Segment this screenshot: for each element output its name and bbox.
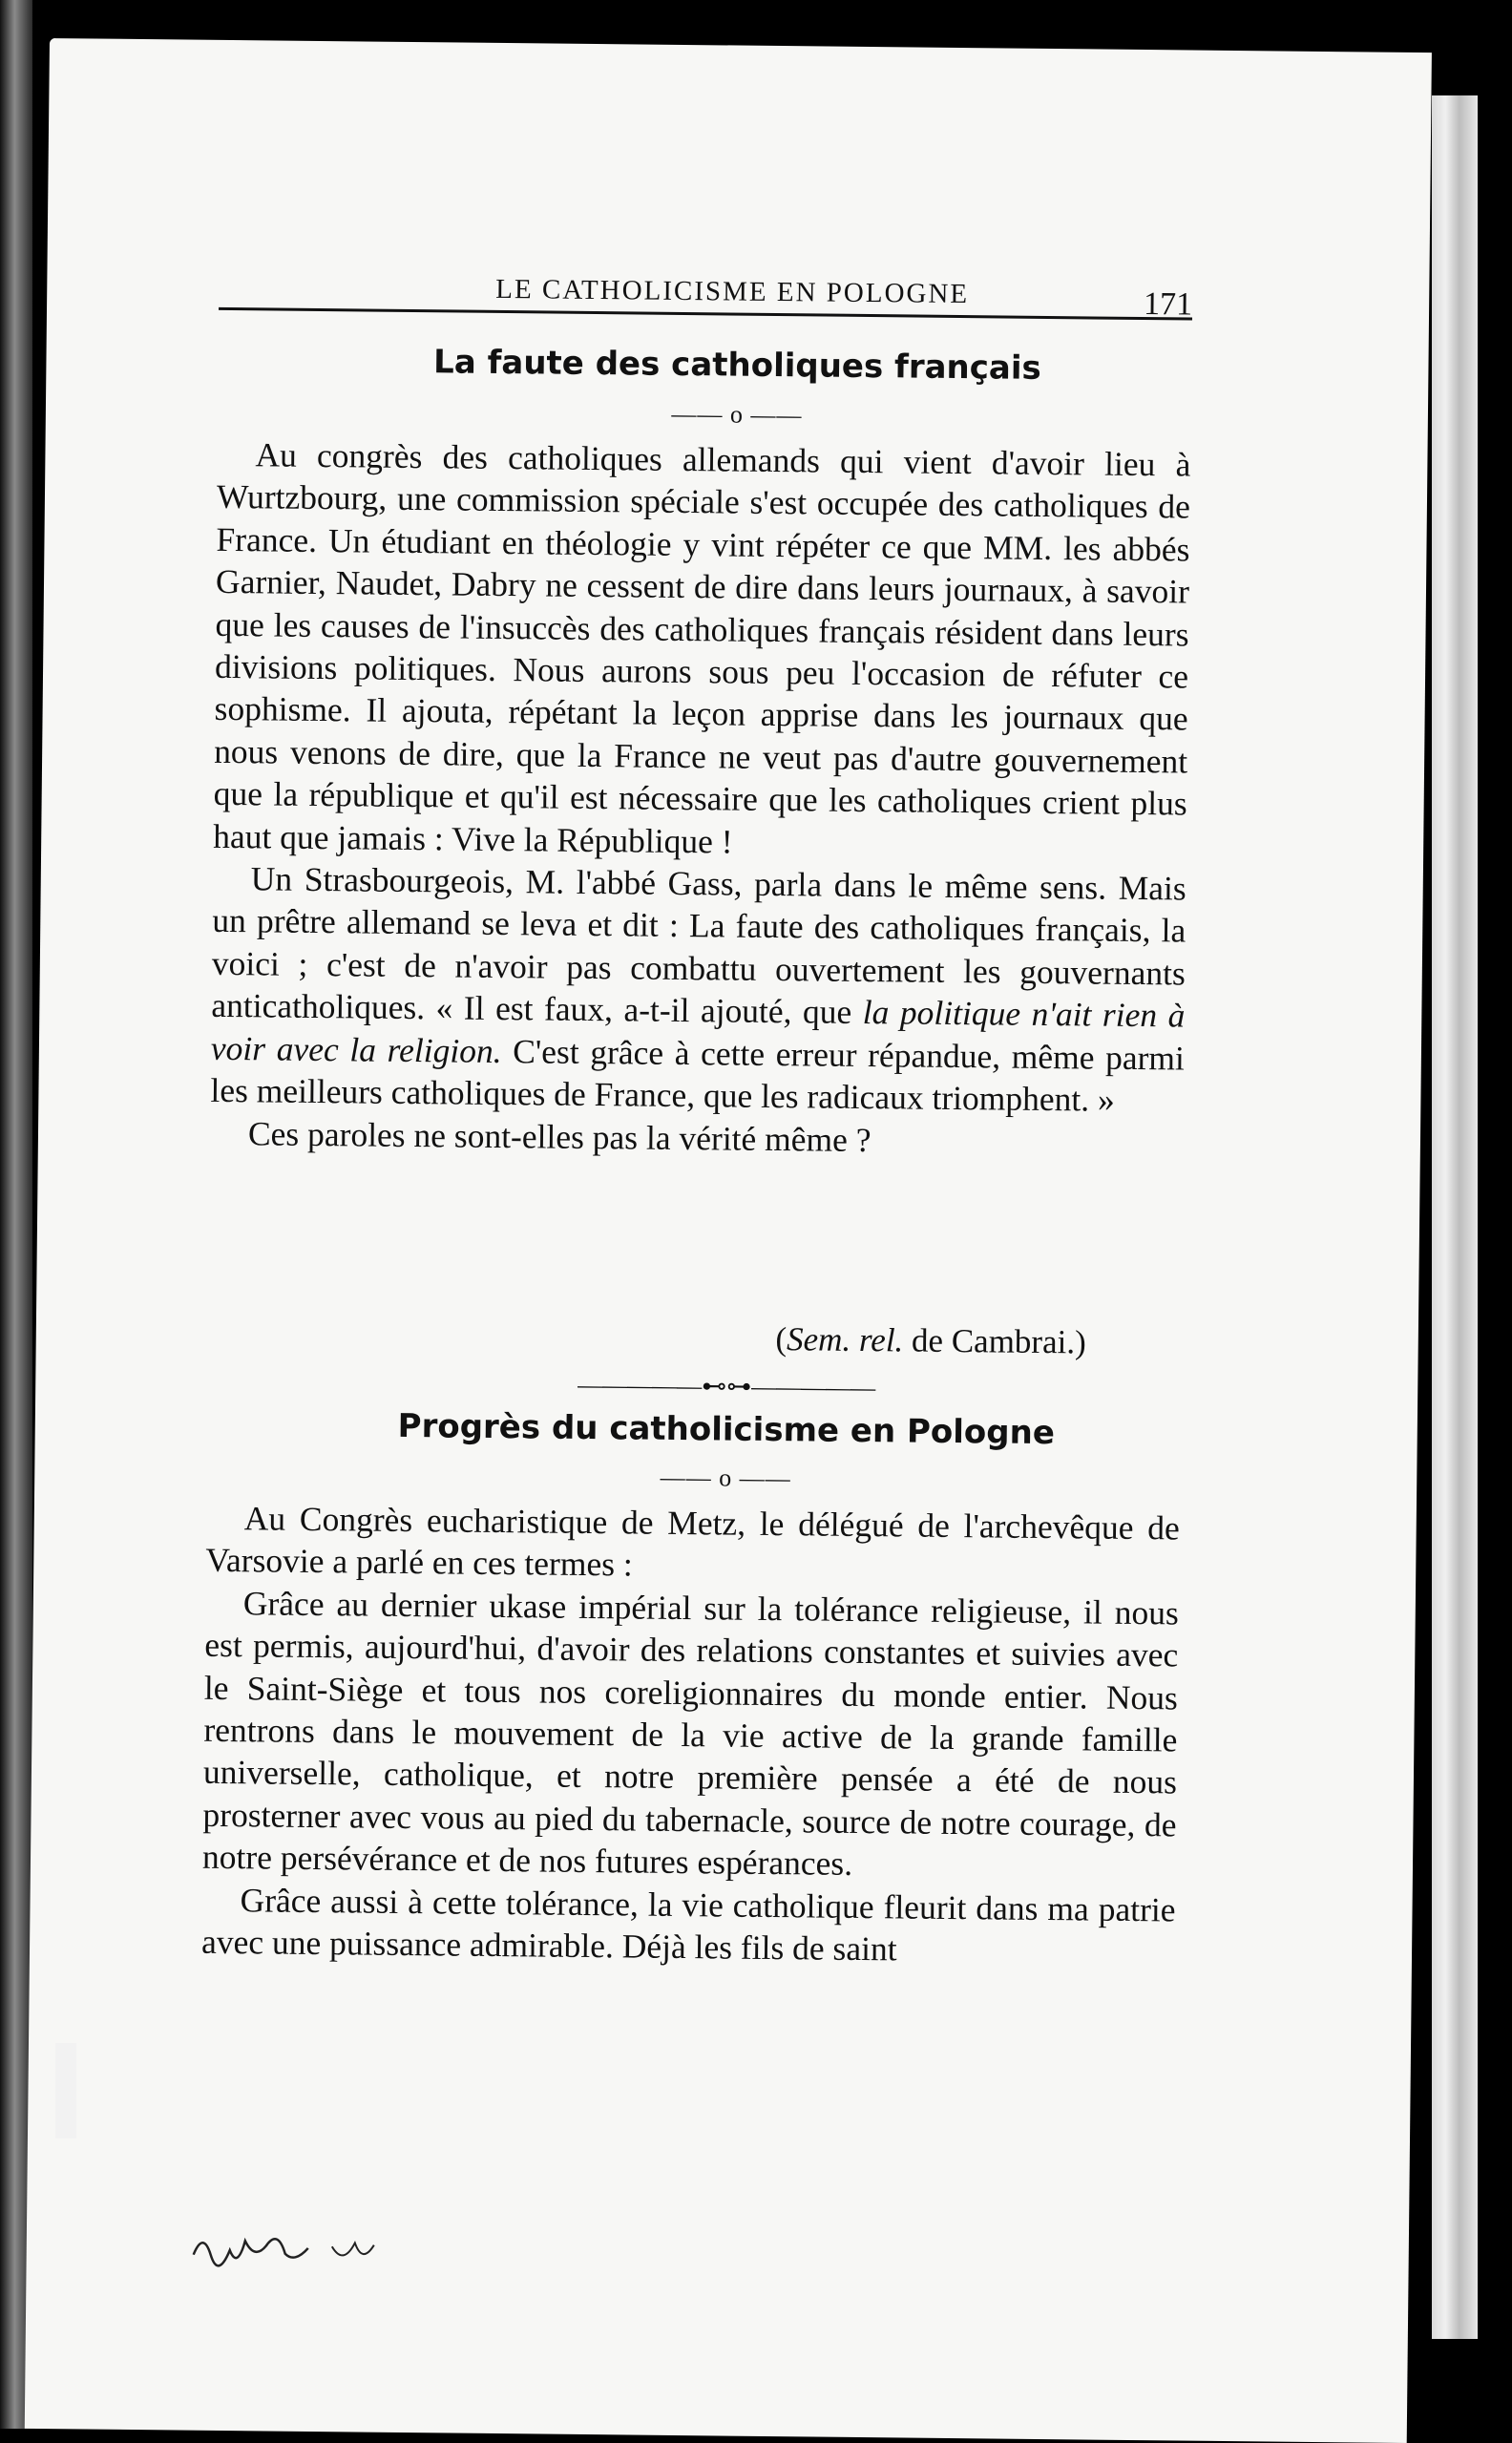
paragraph: Au Congrès eucharistique de Metz, le délégué de l'archevêque de Varsovie a parlé en ces termes :	[205, 1499, 1180, 1584]
italic-quote: la politique n'ait rien à voir avec la religion.	[210, 993, 1186, 1070]
attribution-paren: (	[775, 1320, 788, 1358]
page-number: 171	[1143, 286, 1193, 323]
paragraph: Grâce au dernier ukase impérial sur la tolérance religieuse, il nous est permis, aujourd'hui, d'avoir des relations constantes et suivies avec le Saint-Siège et tous nos coreligionnaires du monde entier. Nous rentrons dans le mouvement de la vie active de la grande famille universelle, catholique, et notre première pensée a été de nous prosterner avec vous au pied du tabernacle, source de notre courage, de notre persévérance et de nos futures espérances.	[201, 1584, 1180, 1884]
book-page	[25, 38, 1432, 2443]
attribution-source: Sem. rel.	[786, 1320, 904, 1359]
title-separator-2: —— o ——	[660, 1463, 791, 1493]
binding-mark	[55, 2043, 76, 2138]
running-title: LE CATHOLICISME EN POLOGNE	[495, 273, 970, 310]
attribution-rest: de Cambrai.)	[903, 1321, 1086, 1361]
page-stack-edge	[1432, 95, 1478, 2339]
paragraph-text: Un Strasbourgeois, M. l'abbé Gass, parla dans le même sens. Mais un prêtre allemand se leva et dit : La faute des catholiques français, la voici ; c'est de n'avoir pas combattu ouvertement les gouvernants anticatholiques. « Il est faux, a-t-il ajouté, que	[211, 859, 1186, 1032]
section-ornament: —————⊷⊶—————	[578, 1370, 876, 1402]
handwritten-scribble	[188, 2217, 475, 2286]
source-attribution	[208, 1315, 1086, 1362]
running-header	[219, 250, 1193, 321]
paragraph: Ces paroles ne sont-elles pas la vérité même ?	[247, 1113, 872, 1159]
paragraph-text: C'est grâce à cette erreur répandue, même parmi les meilleurs catholiques de France, que les radicaux triomphent. »	[210, 1031, 1186, 1119]
paragraph	[210, 857, 1186, 1122]
article-title-faute: La faute des catholiques français	[432, 343, 1041, 388]
paragraph: Au congrès des catholiques allemands qui vient d'avoir lieu à Wurtzbourg, une commission spéciale s'est occupée des catholiques de France. Un étudiant en théologie y vint répéter ce que MM. les abbés Garnier, Naudet, Dabry ne cessent de dire dans leurs journaux, à savoir que les causes de l'insuccès des catholiques français résident dans leurs divisions politiques. Nous aurons sous peu l'occasion de réfuter ce sophisme. Il ajouta, répétant la leçon apprise dans les journaux que nous venons de dire, que la France ne veut pas d'autre gouvernement que la république et qu'il est nécessaire que les catholiques crient plus haut que jamais : Vive la République !	[213, 435, 1191, 861]
paragraph: Grâce aussi à cette tolérance, la vie catholique fleurit dans ma patrie avec une puissance admirable. Déjà les fils de saint	[200, 1880, 1176, 1969]
article-title-progres: Progrès du catholicisme en Pologne	[397, 1406, 1056, 1453]
article-body-progres	[201, 1497, 1180, 1973]
title-separator-1: —— o ——	[671, 399, 803, 430]
article-body-faute	[210, 433, 1191, 1165]
